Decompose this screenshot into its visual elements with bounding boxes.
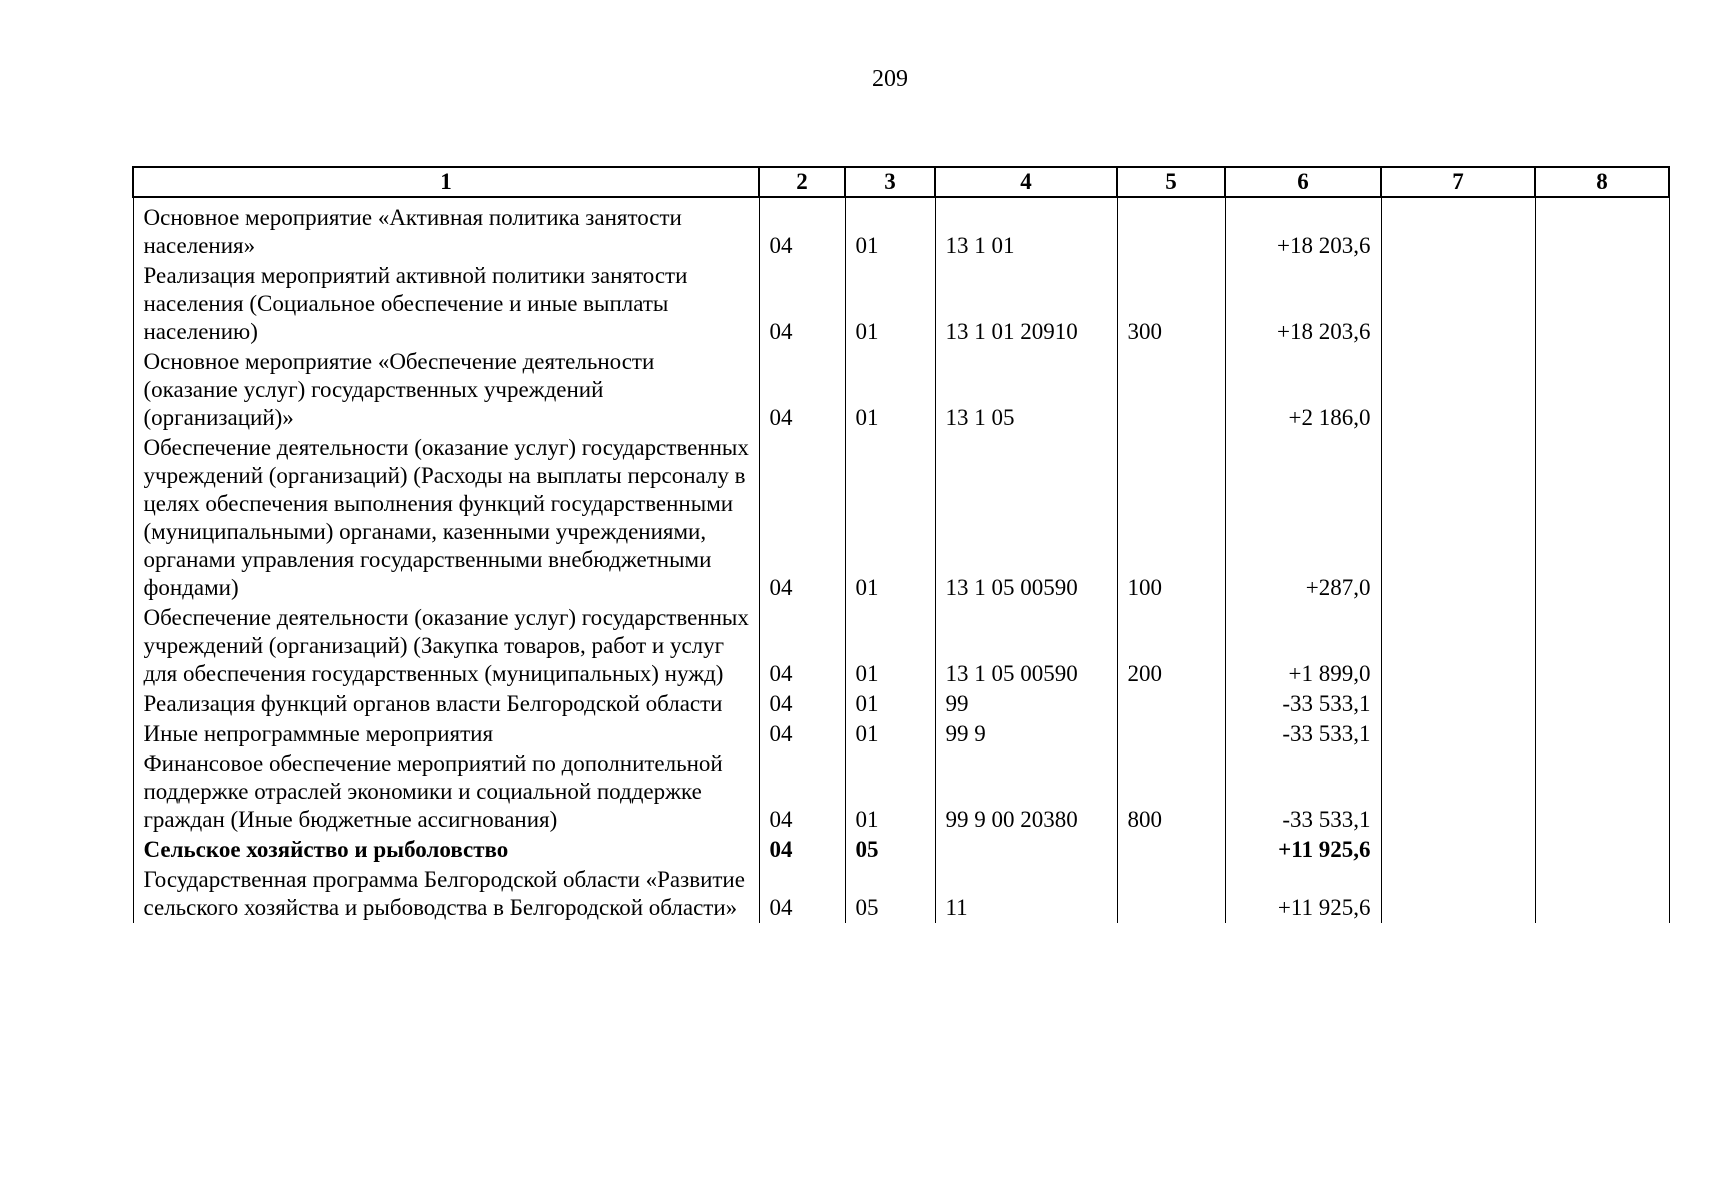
row-col8-cell <box>1535 261 1669 347</box>
row-col8-cell <box>1535 749 1669 835</box>
table-row <box>133 689 1669 719</box>
row-subsection-cell: 01 <box>845 689 935 719</box>
row-expense-type-cell <box>1117 197 1225 261</box>
row-col7-cell <box>1381 433 1535 603</box>
row-name-cell: Обеспечение деятельности (оказание услуг) государственных учреждений (организаций) (Расходы на выплаты персоналу в целях обеспечения выполнения функций государственными (муниципальными) органами, казенными учреждениями, органами управления государственными внебюджетными фондами) <box>133 433 759 603</box>
table-row <box>133 433 1669 603</box>
row-amount-cell: +11 925,6 <box>1225 865 1381 923</box>
row-amount-cell: +18 203,6 <box>1225 197 1381 261</box>
page-number: 209 <box>872 66 908 92</box>
row-name-cell: Иные непрограммные мероприятия <box>133 719 759 749</box>
row-amount-cell: -33 533,1 <box>1225 719 1381 749</box>
row-target-article-cell: 11 <box>935 865 1117 923</box>
row-amount-cell: +2 186,0 <box>1225 347 1381 433</box>
row-col8-cell <box>1535 835 1669 865</box>
row-col7-cell <box>1381 197 1535 261</box>
table-row <box>133 865 1669 923</box>
header-col-5: 5 <box>1117 167 1225 197</box>
row-section-cell: 04 <box>759 197 845 261</box>
row-amount-cell: -33 533,1 <box>1225 749 1381 835</box>
row-col8-cell <box>1535 603 1669 689</box>
row-section-cell: 04 <box>759 865 845 923</box>
row-target-article-cell: 13 1 05 00590 <box>935 433 1117 603</box>
row-name-cell: Реализация функций органов власти Белгородской области <box>133 689 759 719</box>
table-row <box>133 749 1669 835</box>
row-col7-cell <box>1381 835 1535 865</box>
header-col-6: 6 <box>1225 167 1381 197</box>
row-subsection-cell: 01 <box>845 603 935 689</box>
row-col7-cell <box>1381 689 1535 719</box>
row-expense-type-cell <box>1117 347 1225 433</box>
row-subsection-cell: 01 <box>845 197 935 261</box>
row-col8-cell <box>1535 719 1669 749</box>
row-name-cell: Основное мероприятие «Активная политика занятости населения» <box>133 197 759 261</box>
header-col-7: 7 <box>1381 167 1535 197</box>
row-col7-cell <box>1381 261 1535 347</box>
table-header <box>133 167 1669 197</box>
row-target-article-cell: 13 1 05 <box>935 347 1117 433</box>
budget-table <box>132 166 1670 923</box>
table-row <box>133 835 1669 865</box>
row-section-cell: 04 <box>759 749 845 835</box>
row-amount-cell: +18 203,6 <box>1225 261 1381 347</box>
table-body <box>133 197 1669 923</box>
row-expense-type-cell: 200 <box>1117 603 1225 689</box>
row-subsection-cell: 05 <box>845 835 935 865</box>
row-col8-cell <box>1535 347 1669 433</box>
row-expense-type-cell <box>1117 689 1225 719</box>
row-col8-cell <box>1535 865 1669 923</box>
header-col-1: 1 <box>133 167 759 197</box>
row-amount-cell: -33 533,1 <box>1225 689 1381 719</box>
row-target-article-cell: 13 1 01 <box>935 197 1117 261</box>
row-name-cell: Финансовое обеспечение мероприятий по дополнительной поддержке отраслей экономики и социальной поддержке граждан (Иные бюджетные ассигнования) <box>133 749 759 835</box>
row-target-article-cell: 13 1 05 00590 <box>935 603 1117 689</box>
table-row <box>133 603 1669 689</box>
table-row <box>133 261 1669 347</box>
row-expense-type-cell: 800 <box>1117 749 1225 835</box>
table-row <box>133 347 1669 433</box>
row-subsection-cell: 01 <box>845 719 935 749</box>
row-section-cell: 04 <box>759 719 845 749</box>
header-col-8: 8 <box>1535 167 1669 197</box>
row-col8-cell <box>1535 433 1669 603</box>
row-subsection-cell: 01 <box>845 749 935 835</box>
row-subsection-cell: 01 <box>845 261 935 347</box>
row-amount-cell: +1 899,0 <box>1225 603 1381 689</box>
row-section-cell: 04 <box>759 689 845 719</box>
row-section-cell: 04 <box>759 433 845 603</box>
header-col-3: 3 <box>845 167 935 197</box>
budget-table-container <box>132 166 1670 923</box>
row-name-cell: Основное мероприятие «Обеспечение деятельности (оказание услуг) государственных учреждений (организаций)» <box>133 347 759 433</box>
row-expense-type-cell: 300 <box>1117 261 1225 347</box>
row-name-cell: Сельское хозяйство и рыболовство <box>133 835 759 865</box>
row-subsection-cell: 01 <box>845 433 935 603</box>
row-name-cell: Обеспечение деятельности (оказание услуг) государственных учреждений (организаций) (Закупка товаров, работ и услуг для обеспечения государственных (муниципальных) нужд) <box>133 603 759 689</box>
header-row <box>133 167 1669 197</box>
row-col8-cell <box>1535 689 1669 719</box>
row-section-cell: 04 <box>759 347 845 433</box>
row-target-article-cell: 13 1 01 20910 <box>935 261 1117 347</box>
row-amount-cell: +11 925,6 <box>1225 835 1381 865</box>
row-target-article-cell: 99 9 <box>935 719 1117 749</box>
row-col7-cell <box>1381 719 1535 749</box>
row-section-cell: 04 <box>759 603 845 689</box>
table-row <box>133 719 1669 749</box>
row-subsection-cell: 05 <box>845 865 935 923</box>
row-col8-cell <box>1535 197 1669 261</box>
row-col7-cell <box>1381 749 1535 835</box>
header-col-2: 2 <box>759 167 845 197</box>
row-expense-type-cell <box>1117 835 1225 865</box>
row-name-cell: Реализация мероприятий активной политики занятости населения (Социальное обеспечение и иные выплаты населению) <box>133 261 759 347</box>
row-col7-cell <box>1381 603 1535 689</box>
row-name-cell: Государственная программа Белгородской области «Развитие сельского хозяйства и рыбоводства в Белгородской области» <box>133 865 759 923</box>
row-subsection-cell: 01 <box>845 347 935 433</box>
row-expense-type-cell <box>1117 719 1225 749</box>
row-target-article-cell: 99 <box>935 689 1117 719</box>
table-row <box>133 197 1669 261</box>
row-col7-cell <box>1381 865 1535 923</box>
row-target-article-cell: 99 9 00 20380 <box>935 749 1117 835</box>
row-section-cell: 04 <box>759 835 845 865</box>
row-section-cell: 04 <box>759 261 845 347</box>
row-expense-type-cell <box>1117 865 1225 923</box>
header-col-4: 4 <box>935 167 1117 197</box>
row-target-article-cell <box>935 835 1117 865</box>
row-expense-type-cell: 100 <box>1117 433 1225 603</box>
row-amount-cell: +287,0 <box>1225 433 1381 603</box>
row-col7-cell <box>1381 347 1535 433</box>
